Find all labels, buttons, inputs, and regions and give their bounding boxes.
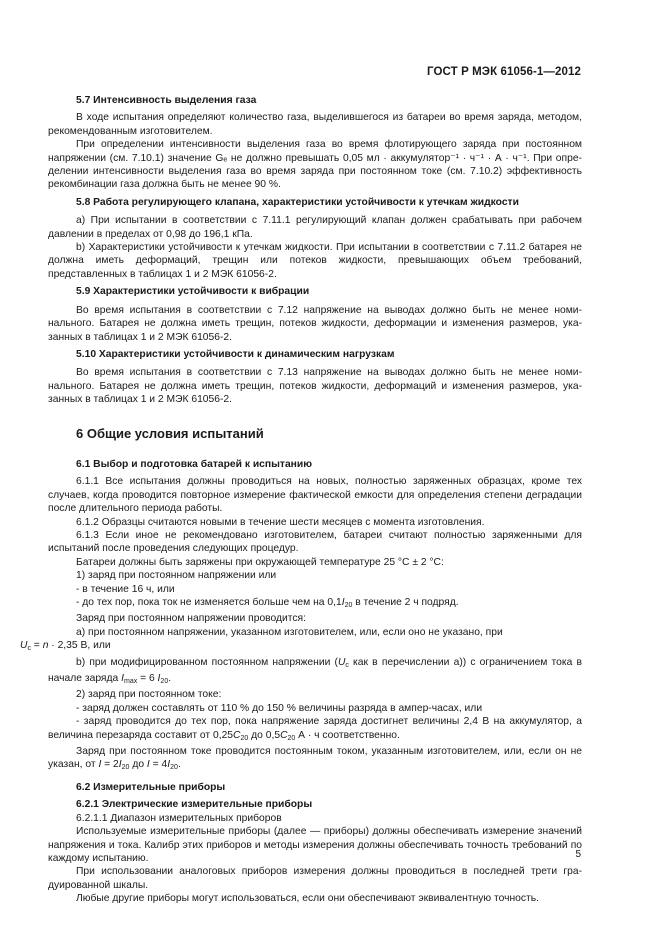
section-5-10-paragraph: Во время испытания в соответствии с 7.13 напряжение на выводах должно быть не менее номинального. Батарея не должна иметь трещин, потеков жидкости, деформаций и изменения размеров, указанных в таблицах 1 и 2 МЭК 61056-2. xyxy=(48,367,582,406)
section-5-7-heading: 5.7 Интенсивность выделения газа xyxy=(76,95,257,106)
instruments-paragraph-3: Любые другие приборы могут использоваться, если они обеспечивают эквивалентную точность. xyxy=(76,893,539,905)
document-body xyxy=(20,94,582,906)
list-item-1-dash-a: - в течение 16 ч, или xyxy=(76,583,175,595)
constant-current-text: Заряд при постоянном токе проводится постоянным током, указанным изготовителем, или, если он не указан, от $I = 2I_{20}$ до $I = 4I_{20}$. xyxy=(48,746,582,772)
page-number: 5 xyxy=(575,849,581,860)
section-6-2-1-1-heading: 6.2.1.1 Диапазон измерительных приборов xyxy=(76,812,282,824)
section-6-1-heading: 6.1 Выбор и подготовка батарей к испытанию xyxy=(76,458,313,470)
section-5-7-paragraph-2: При определении интенсивности выделения газа во время флотирующего заряда при постоянном напряжении (см. 7.10.1) значение Gₑ не должно превышать 0,05 мл · аккумулятор⁻¹ · ч⁻¹ · А · ч⁻¹. При определении интенсивности выделения газа во время заряда при постоянном токе (см. 7.10.2) эффективность рекомбинации газа должна быть не менее 90 %. xyxy=(48,139,582,191)
clause-6-1-1: 6.1.1 Все испытания должны проводиться на новых, полностью заряженных образцах, кроме тех случаев, когда проводится повторное измерение фактической емкости для определения степени деградации после длительного периода работы. xyxy=(48,476,582,515)
list-item-2: 2) заряд при постоянном токе: xyxy=(76,689,222,701)
section-5-8-item-b: b) Характеристики устойчивости к утечкам жидкости. При испытании в соответствии с 7.11.2 батарея не должна иметь деформаций, трещин или потеков жидкости, превышающих объем требований, представленных в таблицах 1 и 2 МЭК 61056-2. xyxy=(48,242,582,280)
document-header: ГОСТ Р МЭК 61056-1—2012 xyxy=(427,66,581,78)
section-5-8-heading: 5.8 Работа регулирующего клапана, характеристики устойчивости к утечкам жидкости xyxy=(76,196,519,208)
section-6-heading: 6 Общие условия испытаний xyxy=(76,425,264,441)
section-5-7-paragraph-1: В ходе испытания определяют количество газа, выделившегося из батареи во время заряда, методом, рекомендованным изготовителем. xyxy=(48,112,582,137)
constant-voltage-item-a: а) при постоянном напряжении, указанном изготовителем, или, если оно не указано, при $U_с = n \cdot 2,35$ В, или xyxy=(20,626,503,653)
constant-voltage-item-b: b) при модифицированном постоянном напряжении ($U_с$ как в перечислении а)) с ограничением тока в начале заряда $I_{max} = 6$ $I_{20}$. xyxy=(48,656,582,686)
charge-temperature-text: Батареи должны быть заряжены при окружающей температуре 25 °С ± 2 °С: xyxy=(76,556,444,568)
constant-voltage-intro: Заряд при постоянном напряжении проводится: xyxy=(76,613,306,625)
section-6-2-heading: 6.2 Измерительные приборы xyxy=(76,781,226,793)
clause-6-1-3: 6.1.3 Если иное не рекомендовано изготовителем, батареи считают полностью заряженными для испытаний после проведения следующих процедур. xyxy=(48,529,582,555)
instruments-paragraph-2: При использовании аналоговых приборов измерения должны проводиться в последней трети градуированной шкалы. xyxy=(48,866,582,891)
section-5-9-paragraph: Во время испытания в соответствии с 7.12 напряжение на выводах должно быть не менее номинального. Батарея не должна иметь трещин, потеков жидкости, деформации и изменения размеров, указанных в таблицах 1 и 2 МЭК 61056-2. xyxy=(48,304,582,343)
section-5-9-heading: 5.9 Характеристики устойчивости к вибрации xyxy=(76,286,310,298)
clause-6-1-2: 6.1.2 Образцы считаются новыми в течение шести месяцев с момента изготовления. xyxy=(76,516,485,528)
section-6-2-1-heading: 6.2.1 Электрические измерительные приборы xyxy=(76,799,313,811)
list-item-1: 1) заряд при постоянном напряжении или xyxy=(76,570,277,582)
instruments-paragraph-1: Используемые измерительные приборы (далее — приборы) должны обеспечивать измерение значений напряжения и тока. Калибр этих приборов и методы измерения должны обеспечивать точность требований по каждому испытанию. xyxy=(48,826,582,864)
section-5-8-item-a: а) При испытании в соответствии с 7.11.1 регулирующий клапан должен срабатывать при рабочем давлении в пределах от 0,98 до 196,1 кПа. xyxy=(48,215,582,240)
list-item-2-dash-b: - заряд проводится до тех пор, пока напряжение заряда достигнет величины 2,4 В на аккумулятор, а величина перезаряда составит от $0,25С_{20}$ до $0,5С_{20}$ А · ч соответственно. xyxy=(48,716,582,742)
section-5-10-heading: 5.10 Характеристики устойчивости к динамическим нагрузкам xyxy=(76,348,395,360)
list-item-2-dash-a: - заряд должен составлять от 110 % до 150 % величины разряда в ампер-часах, или xyxy=(76,702,483,714)
list-item-1-dash-b: - до тех пор, пока ток не изменяется больше чем на $0,1I_{20}$ в течение 2 ч подряд. xyxy=(76,597,459,609)
